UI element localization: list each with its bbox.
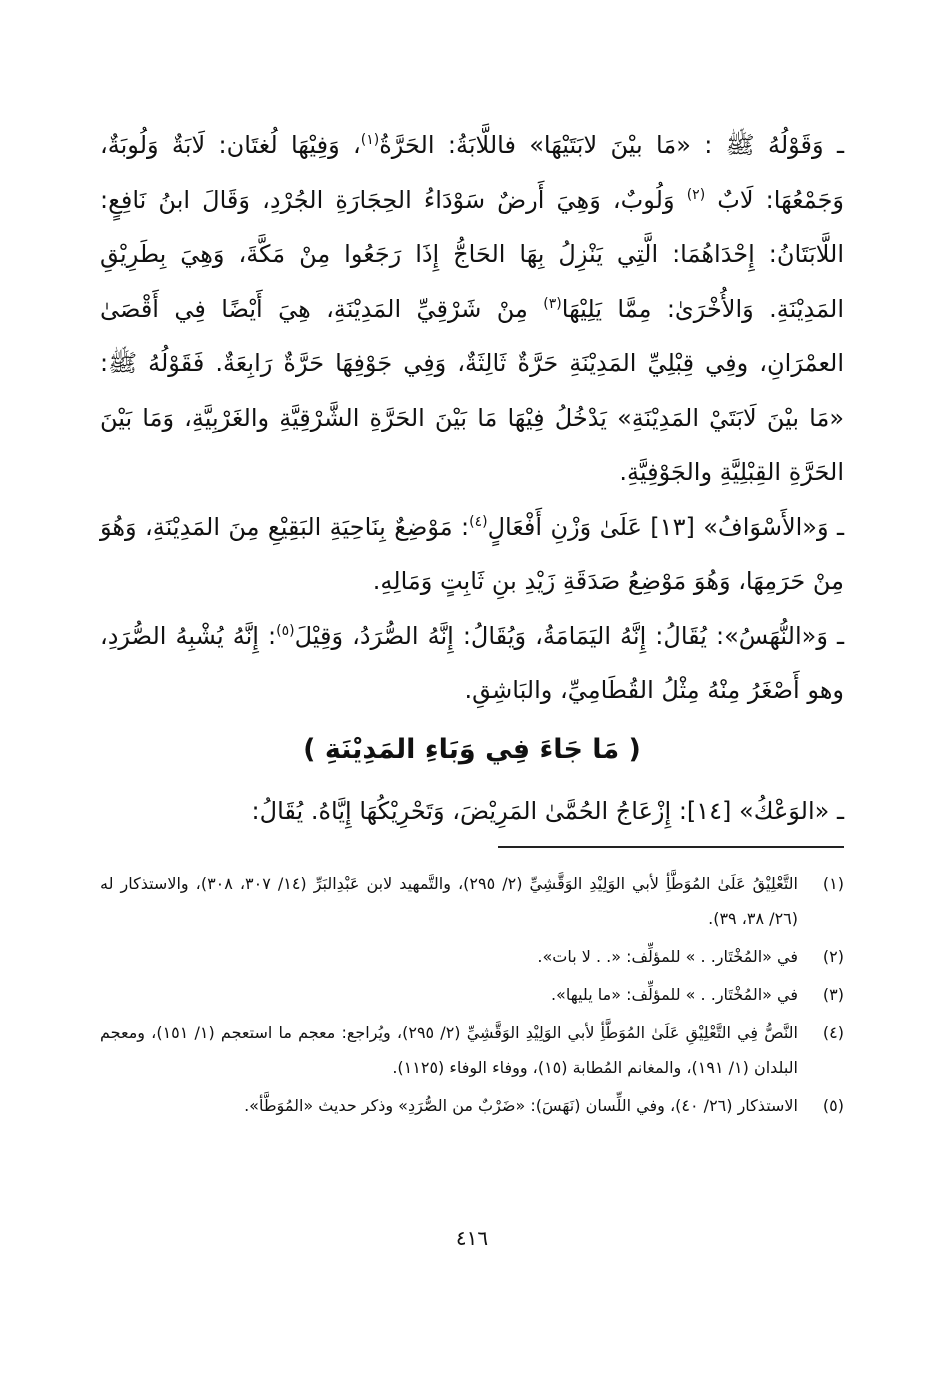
footnote-text: النَّصُّ فِي التَّعْلِيْقِ عَلَىٰ المُوَطَّأِ لأبي الوَلِيْدِ الوَقَّشِيِّ (٢/ ٢٩٥)، ويُراجع: معجم ما استعجم (١/ ١٥١)، ومعجم البلدان (١/ ١٩١)، والمغانم المُطابة (١٥)، ووفاء الوفاء (١١٢٥).	[100, 1023, 798, 1077]
para1-mid1: ، وَفِيْهَا لُغتَان: لَابَةٌ وَلُوبَةٌ، وَجَمْعُهَا: لَابٌ	[100, 131, 845, 214]
footnote-number: (٥)	[822, 1096, 844, 1115]
footnote-3	[100, 977, 844, 1012]
page-number: ٤١٦	[455, 1226, 489, 1250]
footnote-1	[100, 866, 844, 936]
para2-tail: : مَوْضِعٌ بِنَاحِيَةِ البَقِيْعِ مِنَ المَدِيْنَةِ، وَهُوَ مِنْ حَرَمِهَا، وَهُوَ مَوْضِعُ صَدَقَةِ زَيْدِ بنِ ثَابِتٍ وَمَالِهِ.	[100, 512, 844, 595]
para3-tail: : إِنَّهُ يُشْبِهُ الصُّرَدِ، وهو أَصْغَرُ مِنْهُ مِثْلُ القُطَامِيِّ، والبَاشِقِ.	[100, 621, 844, 704]
footnote-number: (٣)	[822, 985, 844, 1004]
para1-tail: مِنْ شَرْقِيِّ المَدِيْنَةِ، هِيَ أَيْضًا فِي أَقْصَىٰ العمْرَانِ، وفِي قِبْلِيِّ المَدِيْنَةِ حَرَّةٌ ثَالِثَةٌ، وَفِي جَوْفِهَا حَرَّةٌ رَابِعَةٌ. فَقَوْلُهُ ﷺ: «مَا بيْنَ لَابَتَيْ المَدِيْنَةِ» يَدْخُلُ فِيْهَا مَا بَيْنَ الحَرَّةِ الشَّرْقِيَّةِ والغَرْبِيَّةِ، وَمَا بَيْنَ الحَرَّةِ القِبْلِيَّةِ والجَوْفِيَّةِ.	[100, 294, 844, 486]
footnote-5	[100, 1088, 844, 1123]
footnote-divider	[498, 846, 844, 848]
paragraph-aswaf	[100, 500, 844, 609]
para2-lead: ـ وَ«الأَسْوَافُ» [١٣] عَلَىٰ وَزْنِ أَفْعَالٍ	[487, 512, 844, 541]
footnote-ref-5[interactable]: (٥)	[276, 622, 295, 639]
footnote-number: (٤)	[822, 1023, 844, 1042]
footnote-text: التَّعْلِيْقُ عَلَىٰ المُوَطَّأِ لأبي الوَلِيْدِ الوَقَّشِيِّ (٢/ ٢٩٥)، والتَّمهيد لابن عَبْدِالبَرِّ (١٤/ ٣٠٧، ٣٠٨)، والاستذكار له (٢٦/ ٣٨، ٣٩).	[100, 874, 798, 928]
paragraph-laba	[100, 118, 844, 500]
footnote-4	[100, 1015, 844, 1085]
footnote-text: في «المُخْتَار. . » للمؤلِّف: «. . لا بات».	[537, 947, 798, 966]
footnote-ref-4[interactable]: (٤)	[469, 513, 488, 530]
footnote-text: الاستذكار (٢٦/ ٤٠)، وفي اللِّسان (نَهَسَ): «ضَرْبٌ من الصُّرَدِ» وذكر حديث «المُوَطَّأ».	[244, 1096, 798, 1115]
para1-mid2: وَلُوبٌ، وَهِيَ أَرضٌ سَوْدَاءُ الحِجَارَةِ الجُرْدِ، وَقَالَ ابنُ نَافِعٍ: اللَّابَتَانُ: إِحْدَاهُمَا: الَّتِي يَنْزِلُ بِهَا الحَاجُّ إِذَا رَجَعُوا مِنْ مَكَّةَ، وَهِيَ بِطَرِيْقِ المَدِيْنَةِ. وَالأُخْرَىٰ: مِمَّا يَلِيْهَا	[100, 185, 845, 323]
footnote-ref-3[interactable]: (٣)	[543, 295, 562, 312]
footnote-2	[100, 939, 844, 974]
para1-lead: ـ وَقَوْلُهُ ﷺ : «مَا بيْنَ لابَتَيْهَا» فاللَّابَةُ: الحَرَّةُ	[379, 131, 844, 159]
footnote-number: (٢)	[822, 947, 844, 966]
main-text	[100, 118, 844, 838]
footnote-number: (١)	[822, 874, 844, 893]
para3-lead: ـ وَ«النُّهَسُ»: يُقَالُ: إِنَّهُ اليَمَامَةُ، وَيُقَالُ: إِنَّهُ الصُّرَدُ، وَقِيْلَ	[294, 621, 844, 650]
footnote-ref-2[interactable]: (٢)	[686, 186, 706, 203]
footnote-text: في «المُخْتَار. . » للمؤلِّف: «ما يليها».	[550, 985, 798, 1004]
footnote-ref-1[interactable]: (١)	[360, 132, 380, 148]
paragraph-waak: ـ «الوَعْكُ» [١٤]: إِزْعَاجُ الحُمَّىٰ المَرِيْضَ، وَتَحْرِيْكُهَا إِيَّاهُ. يُقَالُ:	[251, 796, 844, 825]
section-heading: ( مَا جَاءَ فِي وَبَاءِ المَدِيْنَةِ )	[303, 733, 641, 765]
footnotes	[100, 866, 844, 1126]
paragraph-nuhas	[100, 609, 844, 718]
